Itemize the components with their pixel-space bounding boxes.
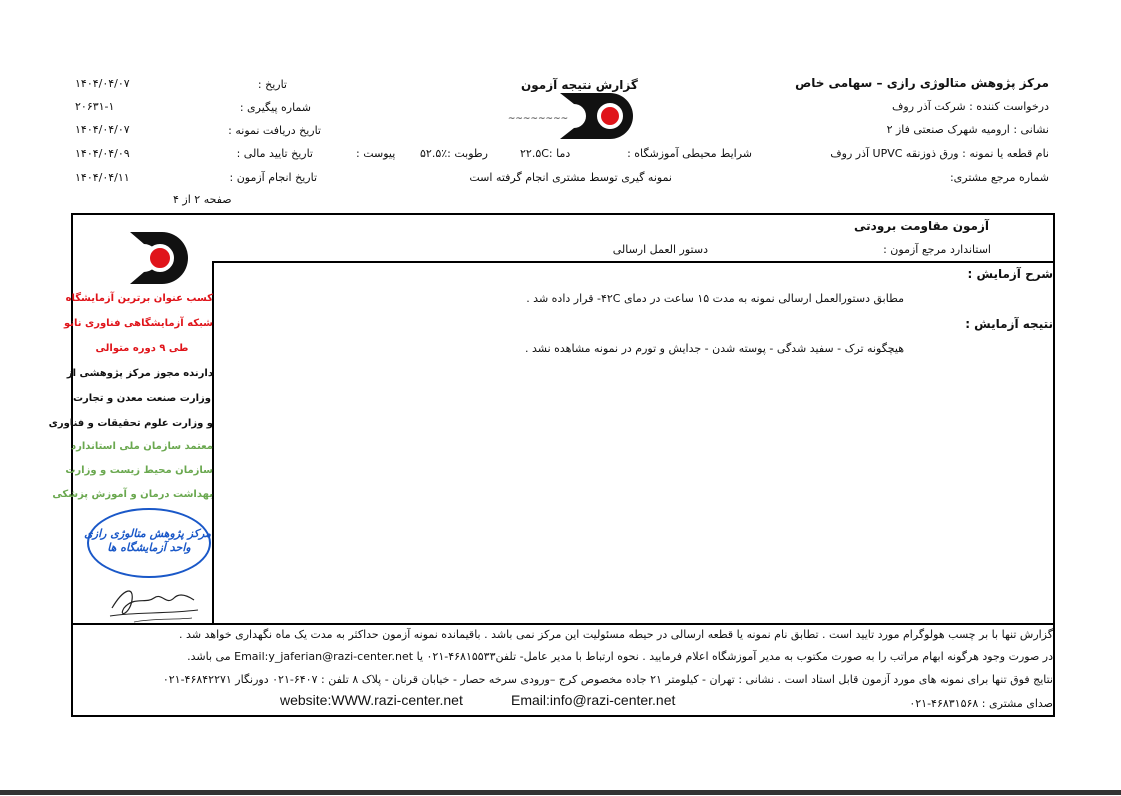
result-heading: نتیجه آزمایش :	[965, 317, 1053, 331]
sidebar-line: سازمان محیط زیست و وزارت	[65, 465, 213, 476]
finance-value: ۱۴۰۴/۰۴/۰۹	[75, 147, 130, 160]
org-name: مرکز پژوهش متالوژی رازی – سهامی خاص	[795, 76, 1049, 90]
tracking-value: ۲۰۶۳۱-۱	[75, 100, 115, 113]
lab-conditions: شرایط محیطی آموزشگاه :	[627, 147, 752, 160]
sidebar-line: وزارت صنعت معدن و تجارت	[73, 393, 211, 404]
test-date-label: تاریخ انجام آزمون :	[229, 171, 317, 184]
footer-email[interactable]: Email:info@razi-center.net	[511, 692, 676, 708]
sidebar-line: کسب عنوان برترین آزمایشگاه	[65, 293, 213, 304]
sidebar-line: دارنده مجوز مرکز پژوهشی از	[66, 368, 213, 379]
description-text: مطابق دستورالعمل ارسالی نمونه به مدت ۱۵ ساعت در دمای ۴۲C- قرار داده شد .	[526, 292, 904, 305]
footer-divider	[71, 623, 1055, 625]
date-label: تاریخ :	[257, 78, 287, 91]
tracking-label: شماره پیگیری :	[239, 101, 311, 114]
test-date-value: ۱۴۰۴/۰۴/۱۱	[75, 171, 130, 184]
sidebar-line: شبکه آزمایشگاهی فناوری نانو	[64, 318, 213, 329]
footer-line-1: گزارش تنها با بر چسب هولوگرام مورد تایید است . تطابق نام نمونه یا قطعه ارسالی در حیطه مسئولیت این مرکز نمی باشد . باقیمانده نمونه آزمون حداکثر به مدت یک ماه نگهداری خواهد شد .	[179, 628, 1053, 641]
receive-value: ۱۴۰۴/۰۴/۰۷	[75, 123, 130, 136]
sidebar-line: معتمد سازمان ملی استاندارد	[70, 441, 213, 452]
header-logo	[500, 93, 650, 139]
requester: درخواست کننده : شرکت آذر روف	[892, 100, 1049, 113]
standard-label: استاندارد مرجع آزمون :	[883, 243, 991, 256]
attachment: پیوست :	[356, 147, 396, 160]
stamp-line: واحد آزمایشگاه ها	[107, 541, 191, 554]
customer-voice: صدای مشتری : ۴۶۸۳۱۵۶۸-۰۲۱	[909, 697, 1053, 710]
sampling-note: نمونه گیری توسط مشتری انجام گرفته است	[469, 171, 672, 184]
stamp-line: مرکز پژوهش متالوژی رازی	[84, 527, 211, 540]
sidebar-logo	[122, 232, 188, 284]
footer-line-2: در صورت وجود هرگونه ابهام مراتب را به صورت مکتوب به مدیر آموزشگاه اعلام فرمایید . نحوه ارتباط با مدیر عامل- تلفن۴۶۸۱۵۵۳۳-۰۲۱ یا Email:y_jaferian@razi-center.net می باشد.	[187, 650, 1053, 663]
divider-line	[212, 261, 1055, 263]
report-title: گزارش نتیجه آزمون	[521, 78, 638, 92]
sidebar-line: و وزارت علوم تحقیقات و فناوری	[48, 418, 213, 429]
part-name: نام قطعه یا نمونه : ورق ذوزنقه UPVC آذر روف	[830, 147, 1049, 160]
finance-label: تاریخ تایید مالی :	[236, 147, 313, 160]
sidebar-line: طی ۹ دوره متوالی	[95, 343, 189, 354]
logo-red-dot	[599, 105, 621, 127]
logo-script-text: ~~~~~~~~	[507, 114, 569, 124]
standard-value: دستور العمل ارسالی	[612, 243, 708, 256]
result-text: هیچگونه ترک - سفید شدگی - پوسته شدن - جدایش و تورم در نمونه مشاهده نشد .	[525, 342, 904, 355]
page-info: صفحه ۲ از ۴	[173, 193, 232, 206]
logo-red-dot	[148, 246, 172, 270]
address: نشانی : ارومیه شهرک صنعتی فاز ۲	[886, 123, 1049, 136]
humidity: رطوبت :٪۵۲.۵	[420, 147, 488, 160]
receive-label: تاریخ دریافت نمونه :	[228, 124, 321, 137]
test-title: آزمون مقاومت برودتی	[854, 219, 989, 233]
temperature: دما :۲۲.۵C	[520, 147, 571, 160]
description-heading: شرح آزمایش :	[967, 267, 1053, 281]
footer-line-3: نتایج فوق تنها برای نمونه های مورد آزمون قابل استاد است . نشانی : تهران - کیلومتر ۲۱ جاده مخصوص کرج –ورودی سرخه حصار - خیابان قرنان - پلاک ۸ تلفن : ۶۴۰۷-۰۲۱ دورنگار ۴۶۸۴۲۲۷۱-۰۲۱	[162, 673, 1053, 686]
report-frame	[48, 213, 1055, 717]
signature-icon	[104, 578, 204, 626]
page-bottom-rule	[0, 790, 1121, 795]
customer-ref: شماره مرجع مشتری:	[949, 171, 1049, 184]
stamp-text	[84, 527, 211, 555]
date-value: ۱۴۰۴/۰۴/۰۷	[75, 77, 130, 90]
sidebar-line: بهداشت درمان و آموزش پزشکی	[52, 489, 213, 500]
footer-website[interactable]: website:WWW.razi-center.net	[280, 692, 463, 708]
